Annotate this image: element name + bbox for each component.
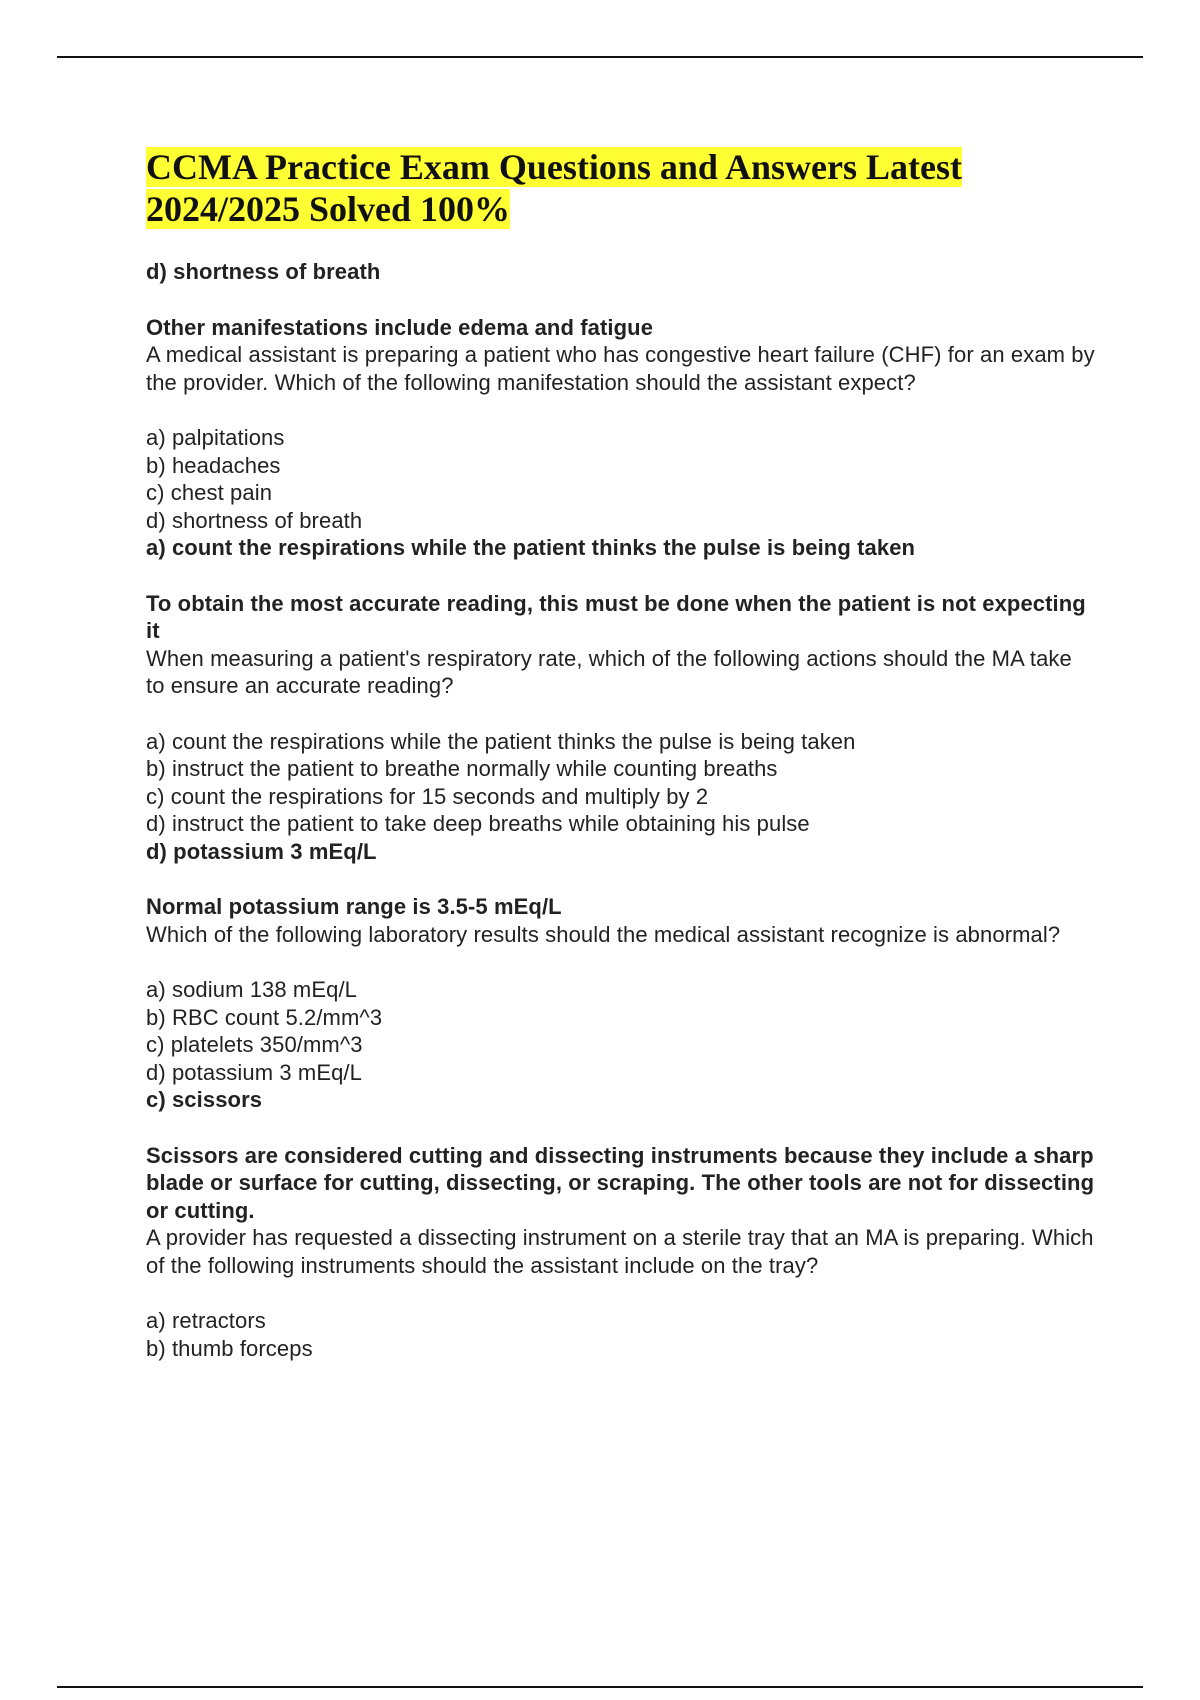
- answer-text: d) potassium 3 mEq/L: [146, 838, 377, 864]
- option: c) chest pain: [146, 480, 273, 505]
- option: c) platelets 350/mm^3: [146, 1032, 363, 1057]
- option: d) potassium 3 mEq/L: [146, 1059, 362, 1085]
- question-text: Which of the following laboratory results should the medical assistant recognize is abnormal?: [146, 921, 1061, 947]
- option: d) instruct the patient to take deep breaths while obtaining his pulse: [146, 811, 810, 836]
- bottom-rule: [57, 1686, 1143, 1688]
- answer-text: c) scissors: [146, 1087, 263, 1112]
- question-text: A medical assistant is preparing a patient who has congestive heart failure (CHF) for an exam by the provider. Which of the following manifestation should the assistant expect?: [146, 342, 1095, 395]
- option: a) count the respirations while the patient thinks the pulse is being taken: [146, 728, 856, 754]
- option: b) instruct the patient to breathe normally while counting breaths: [146, 756, 778, 781]
- option: c) count the respirations for 15 seconds and multiply by 2: [146, 783, 709, 809]
- option: a) palpitations: [146, 425, 285, 450]
- qa-block: [146, 1086, 1096, 1362]
- qa-block: [146, 838, 1096, 1087]
- answer-text: a) count the respirations while the patient thinks the pulse is being taken: [146, 535, 916, 560]
- document-title-text: CCMA Practice Exam Questions and Answers Latest 2024/2025 Solved 100%: [146, 147, 962, 229]
- top-rule: [57, 56, 1143, 58]
- question-text: A provider has requested a dissecting instrument on a sterile tray that an MA is preparing. Which of the following instruments should the assistant include on the tray?: [146, 1225, 1094, 1278]
- option: b) thumb forceps: [146, 1335, 313, 1361]
- option: b) RBC count 5.2/mm^3: [146, 1004, 383, 1030]
- page-content: [146, 146, 1096, 1362]
- answer-text: d) shortness of breath: [146, 259, 381, 284]
- qa-block: [146, 534, 1096, 838]
- document-title: [146, 146, 1096, 230]
- qa-block: [146, 258, 1096, 534]
- rationale-text: To obtain the most accurate reading, this must be done when the patient is not expecting it: [146, 590, 1086, 643]
- rationale-text: Other manifestations include edema and fatigue: [146, 314, 654, 340]
- rationale-text: Normal potassium range is 3.5-5 mEq/L: [146, 894, 562, 919]
- rationale-text: Scissors are considered cutting and dissecting instruments because they include a sharp blade or surface for cutting, dissecting, or scraping. The other tools are not for dissecting or cutting.: [146, 1142, 1095, 1223]
- option: a) sodium 138 mEq/L: [146, 977, 358, 1002]
- option: d) shortness of breath: [146, 507, 363, 533]
- option: a) retractors: [146, 1308, 266, 1333]
- option: b) headaches: [146, 452, 281, 478]
- question-text: When measuring a patient's respiratory rate, which of the following actions should the MA take to ensure an accurate reading?: [146, 645, 1072, 698]
